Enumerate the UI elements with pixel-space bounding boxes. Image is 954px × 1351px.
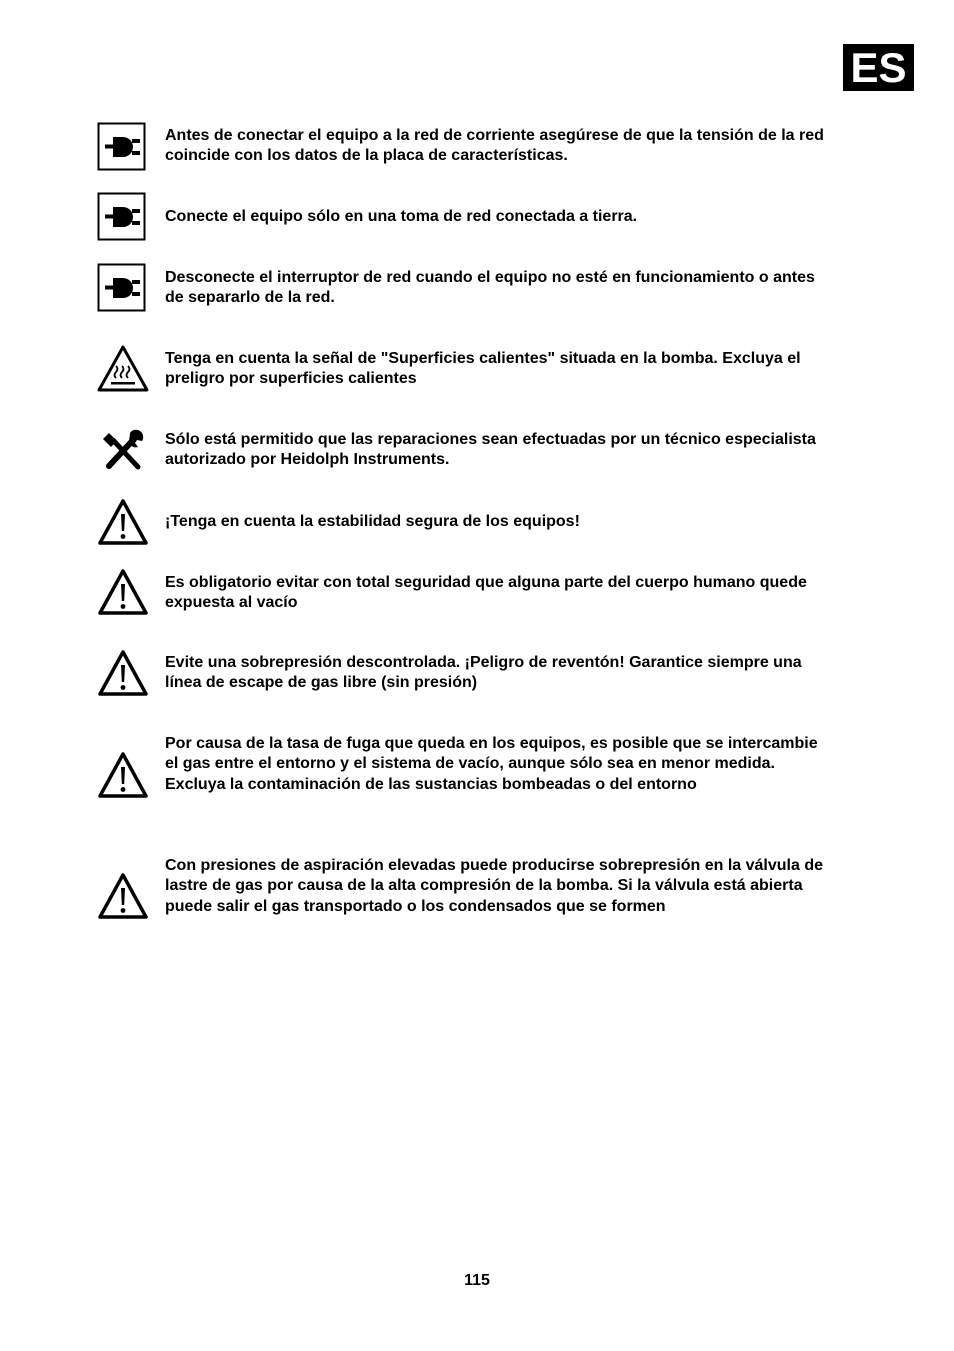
safety-note-text: Evite una sobrepresión descontrolada. ¡Peligro de reventón! Garantice siempre una línea de escape de gas libre (sin presión) [165, 654, 802, 692]
safety-note-text: Desconecte el interruptor de red cuando el equipo no esté en funcionamiento o antes de separarlo de la red. [165, 269, 815, 307]
plug-icon [96, 122, 150, 172]
tools-icon [96, 426, 150, 476]
language-badge: ES [843, 44, 914, 91]
safety-note-text: Tenga en cuenta la señal de "Superficies calientes" situada en la bomba. Excluya el preligro por superficies calientes [165, 350, 801, 388]
hot-surface-warning-icon [96, 343, 150, 393]
warning-icon [96, 648, 150, 698]
safety-note-text: Antes de conectar el equipo a la red de corriente asegúrese de que la tensión de la red coincide con los datos de la placa de características. [165, 127, 824, 165]
safety-note-text: Por causa de la tasa de fuga que queda en los equipos, es posible que se intercambie el gas entre el entorno y el sistema de vacío, aunque sólo sea en menor medida. Excluya la contaminación de las sustancias bombeadas o del entorno [165, 735, 818, 793]
plug-icon [96, 192, 150, 242]
plug-icon [96, 263, 150, 313]
safety-note-text: ¡Tenga en cuenta la estabilidad segura de los equipos! [165, 513, 580, 530]
safety-note-text: Conecte el equipo sólo en una toma de red conectada a tierra. [165, 208, 638, 225]
safety-note-text: Sólo está permitido que las reparaciones sean efectuadas por un técnico especialista autorizado por Heidolph Instruments. [165, 431, 816, 469]
safety-note-text: Con presiones de aspiración elevadas puede producirse sobrepresión en la válvula de lastre de gas por causa de la alta compresión de la bomba. Si la válvula está abierta puede salir el gas transportado o los condensados que se formen [165, 857, 824, 915]
warning-icon [96, 497, 150, 547]
page-number: 115 [464, 1272, 490, 1289]
warning-icon [96, 871, 150, 921]
safety-note-text: Es obligatorio evitar con total seguridad que alguna parte del cuerpo humano quede expuesta al vacío [165, 574, 807, 612]
warning-icon [96, 750, 150, 800]
warning-icon [96, 567, 150, 617]
